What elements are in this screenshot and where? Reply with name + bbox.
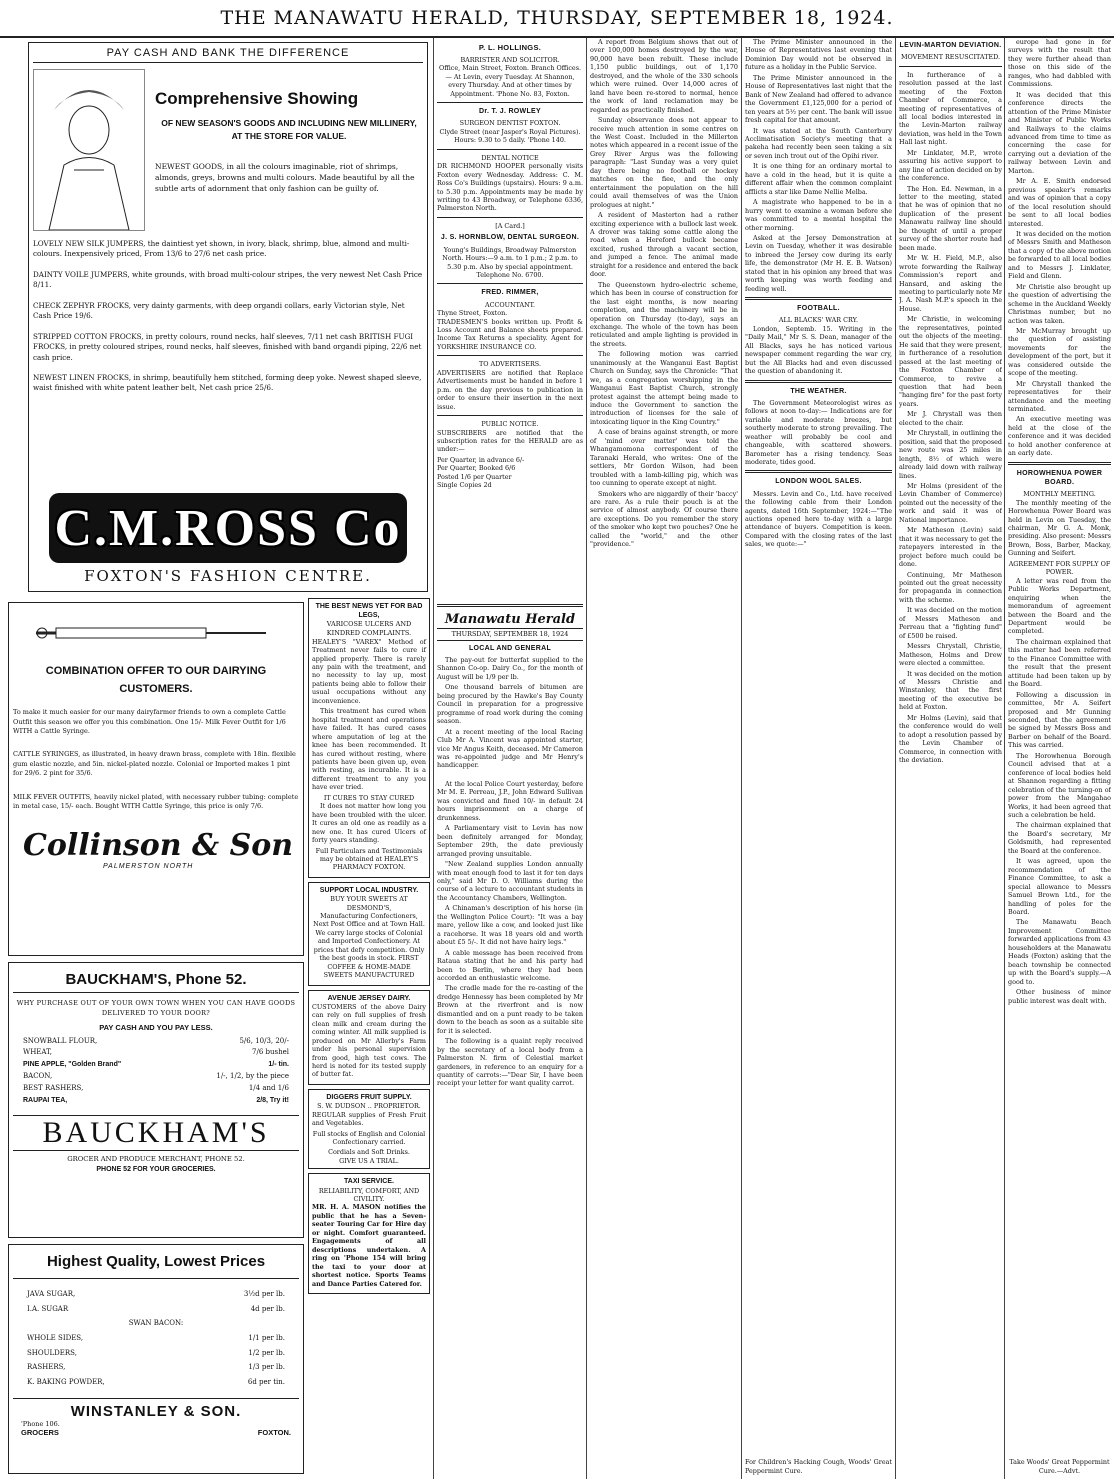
news-paragraph: A report from Belgium shows that out of over 100,000 homes destroyed by the war, 90,000 have been rebuilt. These include 1,150 public buildings, out of 1,170 destroyed, and the whole of the 330 schools which were ruined. Over 14,000 acres of land have been re-stored to normal, hence the work of land reclamation may be regarded as practically finished. [590, 38, 738, 114]
card-line: [A Card.] [495, 221, 525, 230]
rate-line: Single Copies 2d [437, 481, 492, 490]
card-heading: FRED. RIMMER, [481, 289, 539, 297]
ad-subtitle: OF NEW SEASON'S GOODS AND INCLUDING NEW MILLINERY, AT THE STORE FOR VALUE. [161, 118, 417, 141]
price-row: I.A. SUGAR 4d per lb. [27, 1304, 285, 1313]
section-heading: LEVIN-MARTON DEVIATION. [899, 42, 1002, 49]
price-row: JAVA SUGAR, 3½d per lb. [27, 1290, 285, 1298]
news-paragraph: Mr W. H. Field, M.P., also wrote forwarding the Railway Commission's report and Hansard, and asking the meeting to particularly note Mr J. A. Nash M.P.'s speech in the House. [899, 254, 1002, 313]
ad-shop-name: WINSTANLEY & SON. [70, 1402, 242, 1420]
ad-title: BAUCKHAM'S, Phone 52. [13, 967, 299, 993]
ad-title: Highest Quality, Lowest Prices [46, 1253, 266, 1270]
card-body: TRADESMEN'S books written up. Profit & Loss Account and Balance sheets prepared. Income Tax Returns a speciality. Agent for YORKSHIRE INSURANCE CO. [437, 317, 583, 351]
ad-healey: THE BEST NEWS YET FOR BAD LEGS, VARICOSE ULCERS AND KINDRED COMPLAINTS. HEALEY'S "VAREX" Method of Treatment never fails to cure if applied properly. There is rarely any pain with the treatment, and no necessity to lay up, most patients being able to follow their usual occupations without any inconvenience. This treatment has cured when hospital treatment and operations have failed. It has cured cases where amputation of leg at the knee has been recommended. It has cured without resting, where patients have been given up, even with resting, as incurable. It is a different treatment to any you have ever tried. IT CURES TO STAY CURED It does not matter how long you have been troubled with the ulcer. It cures an old one as readily as a new one. It has cured Ulcers of forty years standing. Full Particulars and Testimonials may be obtained at HEALEY'S PHARMACY FOXTON. [308, 598, 430, 878]
news-paragraph: At the local Police Court yesterday, before Mr M. E. Perreau, J.P., John Edward Sullivan was convicted and fined 10/- in default 24 hours imprisonment on a charge of drunkenness. [437, 780, 583, 822]
news-paragraph: The Horowhenua Borough Council advised that at a conference of local bodies held at Shannon regarding a fitting celebration of the turning-on of power from the Mangahao Works, it had been agreed that such a celebration be held. [1008, 751, 1111, 819]
news-paragraph: A letter was read from the Public Works Department, enquiring when the memorandum of agreement between the Board and the Department would be completed. [1008, 576, 1111, 636]
column-footer: For Children's Hacking Cough, Woods' Great Peppermint Cure. [745, 1458, 892, 1475]
masthead: THE MANAWATU HERALD, THURSDAY, SEPTEMBER 18, 1924. [0, 0, 1114, 38]
price-row: PINE APPLE, "Golden Brand" 1/- tin. [23, 1061, 289, 1069]
news-paragraph: It was decided on the motion of Messrs Smith and Matheson that a copy of the above motion be forwarded to all local bodies and to Messrs J. Linklater, Field and Glenn. [1008, 229, 1111, 281]
news-paragraph: Mr A. E. Smith endorsed previous speaker's remarks and was of opinion that a copy of the local resolution should be sent to all local bodies interested. [1008, 177, 1111, 228]
news-paragraph: Mr Christie also brought up the question of advertising the scheme in the Auckland Weekly Christmas number, but no action was taken. [1008, 282, 1111, 325]
ad-footer-left: GROCERS [21, 1427, 59, 1437]
news-paragraph: A case of brains against strength, or more of 'mind over matter' was told the Whangamomona correspondent of the Taranaki Herald, who writes: One of the settlers, Mr Gordon Wilson, had been troubled with a lamb-killing pig, which was too cunning to operate except at night. [590, 428, 738, 488]
section-heading: LOCAL AND GENERAL [468, 644, 552, 652]
section-heading: FOOTBALL. [797, 305, 840, 313]
news-paragraph: europe had gone in for surveys with the result that they were further ahead than those on this side of the ranges, who had dabbled with Commissions. [1008, 38, 1111, 89]
rate-line: Per Quarter, Booked 6/6 [437, 464, 516, 473]
ross-logo: C.M.ROSS Co [49, 493, 407, 563]
column-rule [1004, 38, 1005, 1479]
news-paragraph: It is one thing for an ordinary mortal to have a cold in the head, but it is quite a different affair when the common complaint afflicts a star like Dame Nellie Melba. [745, 162, 892, 196]
column-small-ads [308, 598, 430, 1476]
news-paragraph: The monthly meeting of the Horowhenua Power Board was held in Levin on Tuesday, the chairman, Mr G. A. Monk, presiding. Also present: Messrs Brown, Boss, Barber, Mackay, Gunning and Seifert. [1008, 498, 1111, 558]
ad-item: CHECK ZEPHYR FROCKS, very dainty garments, with deep organdi collars, early Victorian style, Net Cash Price 19/6. [33, 300, 405, 321]
price-row: BEST RASHERS, 1/4 and 1/6 [23, 1084, 289, 1093]
card-body: ADVERTISERS are notified that Replace Advertisements must be handed in before 1 p.m. on the day previous to publication in order to ensure their insertion in the next issue. [437, 368, 583, 411]
card-heading: P. L. HOLLINGS. [478, 43, 542, 52]
ad-body: CATTLE SYRINGES, as illustrated, in heavy drawn brass, complete with 18in. flexible gum elastic nozzle, and 5in. nickel-plated nozzle. Colonial or Imported makes 1 pint for 29/6. 2 pint for 35/6. [13, 750, 296, 778]
ad-title: COMBINATION OFFER TO OUR DAIRYING CUSTOMERS. [45, 665, 267, 695]
ad-desmonds: SUPPORT LOCAL INDUSTRY. BUY YOUR SWEETS AT DESMOND'S, Manufacturing Confectioners, Next Post Office and at Town Hall. We carry large stocks of Colonial and Imported Confectionery. At prices that defy competition. Only the best goods in stock. FIRST COFFEE & HOME-MADE SWEETS MANUFACTURED [308, 882, 430, 986]
news-paragraph: Mr Matheson (Levin) said that it was necessary to get the ratepayers interested in the project before much could be done. [899, 526, 1002, 569]
news-paragraph: The Prime Minister announced in the House of Representatives last evening that Dominion Day would not be observed in future as a holiday in the Public Service. [745, 38, 892, 72]
news-paragraph: It was decided that this conference directs the attention of the Prime Minister and Minister of Public Works and Railways to the claims advanced from time to time as concerning the case for carrying out a deviation of the railway between Levin and Marton. [1008, 90, 1111, 175]
ad-item: NEWEST LINEN FROCKS, in shrimp, beautifully hem stitched, forming deep yoke. Newest shaped sleeve, waist finished with white patent leather belt, Net cash price 25/6. [33, 372, 422, 393]
news-paragraph: Mr McMurray brought up the question of assisting movements for the development of the port, but it was considered outside the scope of the meeting. [1008, 326, 1111, 378]
card-heading: TO ADVERTISERS. [479, 360, 541, 369]
news-paragraph: Mr J. Chrystall was then elected to the chair. [899, 410, 1002, 427]
column-rule [895, 38, 896, 1479]
ad-item: LOVELY NEW SILK JUMPERS, the daintiest yet shown, in ivory, black, shrimp, blue, almond and multi-colours. Inexpensively priced, From 13/6 to 27/6 net cash price. [33, 239, 410, 259]
news-paragraph: The following is a quaint reply received by the secretary of a local body from a Palmerston N. firm of Celestial market gardeners, in reference to an enquiry for a quantity of carrots:—"Dear Sir, I have been receipt your letter for want quality carrot. [437, 1037, 583, 1088]
ad-intro: WHY PURCHASE OUT OF YOUR OWN TOWN WHEN YOU CAN HAVE GOODS DELIVERED TO YOUR DOOR? [16, 999, 296, 1017]
ad-intro: NEWEST GOODS, in all the colours imaginable, riot of shrimps, almonds, greys, browns and multi colours. Made beautiful by all the subtle arts of adornment that only fashion can be guilty of. [155, 161, 415, 193]
card-heading: DENTAL NOTICE [481, 153, 539, 162]
card-body: DR RICHMOND HOOPER personally visits Foxton every Wednesday. Address: C. M. Ross Co's Buildings (upstairs). Hours: 9 a.m. to 5.30 p.m. Appointments may be made by writing to 43 Broadway, or Telephone 6336, Palmerston North. [437, 162, 583, 213]
rate-line: Posted 1/6 per Quarter [437, 472, 512, 481]
news-paragraph: London, Septemb. 15. Writing in the "Daily Mail," Mr S. S. Dean, manager of the All Blacks, says he has noticed various newspaper comment regarding the war cry, but the All Blacks had and even discussed the question of abandoning it. [745, 324, 892, 376]
news-paragraph: The chairman explained that this matter had been referred to the Finance Committee with the result that the present attitude had been taken up by the Board. [1008, 637, 1111, 689]
herald-date: THURSDAY, SEPTEMBER 18, 1924 [437, 628, 583, 641]
ad-body: MILK FEVER OUTFITS, heavily nickel plated, with necessary rubber tubing: complete in metal case, 15/- each. Bought WITH Cattle Syringe, this price is only 7/6. [13, 792, 299, 811]
price-row: K. BAKING POWDER, 6d per tin. [27, 1378, 285, 1387]
news-paragraph: It was stated at the South Canterbury Acclimatisation Society's meeting that a pakeha had recently been seen taking a six or seven inch trout out of the Opihi river. [745, 126, 892, 160]
news-paragraph: Mr Christie, in welcoming the representatives, pointed out the objects of the meeting. He said that they were present, in furtherance of a resolution passed at the last meeting of the Foxton Chamber of Commerce, to revive a question that had been "hanging fire" for the past forty years. [899, 315, 1002, 408]
ad-footer: PHONE 52 FOR YOUR GROCERIES. [96, 1165, 216, 1173]
news-paragraph: Messrs. Levin and Co., Ltd. have received the following cable from their London agents, dated 16th September, 1924:—"The auctions opened here to-day with a large attendance of buyers. Competition is keen. Compared with the closing rates of the last sales, we quote:—" [745, 489, 892, 549]
news-paragraph: A cable message has been received from Rataua stating that he and his party had been to Berlin, where they had been accorded an enthusiastic welcome. [437, 948, 583, 982]
news-paragraph: Smokers who are niggardly of their 'baccy' are rare. As a rule their pouch is at the service of almost anybody. Of course there are exceptions. Do you remember the story of the smoker who kept two pouches? One he called the "world," and the other "providence." [590, 489, 738, 549]
ad-place: PALMERSTON NORTH [103, 862, 194, 870]
news-paragraph: It was decided on the motion of Messrs Christie and Winstanley, that the first meeting of the executive be held at Foxton. [899, 669, 1002, 712]
news-paragraph: The Government Meteorologist wires as follows at noon to-day:— Indications are for variable and moderate breezes, but southerly moderate to strong prevailing. The weather will probably be cool and changeable, with scattered showers. Barometer has a rising tendency. Seas moderate, tides good. [745, 398, 892, 466]
ad-collinson [8, 602, 304, 956]
column-rule [741, 38, 742, 1479]
card-line: BARRISTER AND SOLICITOR. [460, 55, 560, 64]
fashion-lady-illustration [33, 69, 145, 231]
ad-bauckham [8, 962, 304, 1238]
news-paragraph: The Hon. Ed. Newman, in a letter to the meeting, stated that he was of opinion that no duplication of the present Manawatu railway line should be thought of until a proper survey of the shorter route had been made. [899, 184, 1002, 252]
herald-title: Manawatu Herald [444, 612, 576, 627]
card-body: Young's Buildings, Broadway Palmerston North. Hours:—9 a.m. to 1 p.m.; 2 p.m. to 5.30 p.m. Also by special appointment. Telephone No. 6700. [442, 245, 578, 279]
column-5 [899, 38, 1002, 1479]
news-paragraph: One thousand barrels of bitumen are being procured by the Hawke's Bay County Council in preparation for a progressive programme of road work during the coming season. [437, 683, 583, 726]
section-subheading: ALL BLACKS' WAR CRY. [778, 316, 859, 325]
ad-title: Comprehensive Showing [155, 89, 359, 108]
price-subheading: SWAN BACON: [128, 1319, 184, 1328]
news-paragraph: An executive meeting was held at the close of the conference and it was decided to hold another conference at an early date. [1008, 415, 1111, 458]
section-subheading: MOVEMENT RESUSCITATED. [900, 53, 1001, 62]
ad-ross-fashion [28, 42, 428, 592]
ad-body: To make it much easier for our many dairyfarmer friends to own a complete Cattle Outfit this season we offer you this combination. One 15/- Milk Fever Outfit for 1/6 WITH a Cattle Syringe. [13, 708, 286, 736]
column-cards [437, 40, 583, 600]
news-paragraph: Mr Holms (president of the Levin Chamber of Commerce) pointed out the necessity of the work and said it was of National importance. [899, 481, 1002, 524]
news-paragraph: "New Zealand supplies London annually with meat enough food to last it for ten days only," said Mr D. O. Williams during the course of a lecture to accountant students in the Accountancy Chambers, Wellington. [437, 860, 583, 902]
ad-taxi: TAXI SERVICE. RELIABILITY, COMFORT, AND CIVILITY. MR. H. A. MASON notifies the public that he has a Seven-seater Touring Car for Hire day or night. Comfort guaranteed. Engagements of all descriptions undertaken. A ring on 'Phone 154 will bring the taxi to your door at shortest notice. Sports Teams and Dance Parties Catered for. [308, 1173, 430, 1294]
news-paragraph: The chairman explained that the Board's secretary, Mr Goldsmith, had represented the Board at the conference. [1008, 821, 1111, 855]
ad-item: STRIPPED COTTON FROCKS, in pretty colours, round necks, half sleeves, 7/11 net cash BRITISH FUGI FROCKS, in pretty coloured stripes, round necks, half sleeves, finished with band organdi piping, 22/6 net cash price. [33, 331, 422, 362]
news-paragraph: A Chinaman's description of his horse (in the Wellington Police Court): "It was a bay mare, yellow like a cow, and looked just like a racehorse. It was 18 years old and worth about £5 5/-. It did not have hairy legs." [437, 904, 583, 947]
news-paragraph: Messrs Chrystall, Christie, Matheson, Holms and Drew were elected a committee. [899, 642, 1002, 668]
news-paragraph: It was agreed, upon the recommendation of the Finance Committee, to ask a special allowance to Messrs Samuel Brown Ltd., for the handling of poles for the Board. [1008, 857, 1111, 916]
news-paragraph: Mr Chrystall, in outlining the position, said that the proposed new route was 25 miles in length, 8½ of which were already laid down with railway lines. [899, 429, 1002, 480]
news-paragraph: The cradle made for the re-casting of the dredge Hennessy has been completed by Mr Brown at the riverfront and is now dismantled and on a punt ready to be taken down to the beach as soon as a suitable site for it is selected. [437, 984, 583, 1035]
ad-phone: 'Phone 106. [21, 1419, 60, 1428]
news-paragraph: Mr Holms (Levin), said that the conference would do well to adopt a resolution passed by the Levin Chamber of Commerce, in connection with the deviation. [899, 713, 1002, 765]
card-line: ACCOUNTANT. [484, 300, 536, 309]
news-paragraph: In furtherance of a resolution passed at the last meeting of the Foxton Chamber of Commerce, a meeting of representatives of all local bodies interested in the Levin-Marton railway deviation, was held in the Town Hall last night. [899, 70, 1002, 147]
ad-slogan: PAY CASH AND YOU PAY LESS. [99, 1022, 213, 1032]
local-general-cont [437, 780, 583, 1476]
ad-jersey-dairy: AVENUE JERSEY DAIRY. CUSTOMERS of the above Dairy can rely on full supplies of fresh clean milk and cream during the coming winter. All milk supplied is produced on Mr Allerby's Farm under his personal supervision from good, high test cows. The herd is noted for its tested supply of butter fat. [308, 990, 430, 1085]
news-paragraph: Sunday observance does not appear to receive much attention in some centres on the West Coast. Included in the Millerton notes which appeared in a recent issue of the Grey River Argus was the following paragraph: "Last Sunday was a very quiet day there being no football or hockey matches on the fiee, and the only entertainment the population on the hill could avail themselves of was the Union prologues at night." [590, 116, 738, 209]
section-heading: LONDON WOOL SALES. [775, 478, 862, 486]
card-line: SURGEON DENTIST FOXTON. [459, 119, 561, 128]
card-heading: PUBLIC NOTICE. [481, 420, 539, 429]
news-paragraph: The Prime Minister announced in the House of Representatives last night that the Bank of New Zealand had offered to advance the Government £1,125,000 for a period of ten years at 5½ per cent. The bank will issue fresh capital for that amount. [745, 73, 892, 125]
price-row: SHOULDERS, 1/2 per lb. [27, 1348, 285, 1357]
column-rule [433, 38, 434, 1479]
news-paragraph: The following motion was carried unanimously at the Wanganui East Baptist Church on Sunday, says the Chronicle: "That we, as a congregation worshipping in the Wanganui East Baptist Church, strongly protest against the attempt being made to induce the Government to sanction the introduction of licenses for the sale of intoxicating liquor in the King Country." [590, 350, 738, 426]
card-body: SUBSCRIBERS are notified that the subscription rates for the HERALD are as under:— [437, 428, 583, 454]
card-line: Thyne Street, Foxton. [437, 309, 508, 318]
news-paragraph: The Manawatu Beach Improvement Committee forwarded applications from 43 householders at the Manawatu Heads (Foxton) asking that the beach township be connected up with the Board's supply.—A good to. [1008, 918, 1111, 986]
price-row: SNOWBALL FLOUR, 5/6, 10/3, 20/- [23, 1036, 289, 1045]
bauckham-logo: BAUCKHAM'S [13, 1115, 299, 1151]
column-footer: Take Woods' Great Peppermint Cure.—Advt. [1009, 1458, 1110, 1475]
price-row: WHOLE SIDES, 1/1 per lb. [27, 1334, 285, 1343]
local-general [437, 600, 583, 780]
news-paragraph: Following a discussion in committee, Mr A. Seifert proposed and Mr Gunning seconded, that the agreement be signed by Messrs Boss and Barber on behalf of the Board. This was carried. [1008, 690, 1111, 750]
card-heading: Dr. T. J. ROWLEY [479, 108, 541, 116]
ad-diggers-fruit: DIGGERS FRUIT SUPPLY. S. W. DUDSON .. PROPRIETOR. REGULAR supplies of Fresh Fruit and Vegetables. Full stocks of English and Colonial Confectionary carried. Cordials and Soft Drinks. GIVE US A TRIAL. [308, 1089, 430, 1169]
news-paragraph: The pay-out for butterfat supplied to the Shannon Co-op. Dairy Co., for the month of August will be 1/9 per lb. [437, 655, 583, 681]
column-3 [590, 38, 738, 1479]
price-row: WHEAT, 7/6 bushel [23, 1048, 289, 1057]
ad-footer: GROCER AND PRODUCE MERCHANT, PHONE 52. [67, 1154, 245, 1163]
rate-line: Per Quarter, in advance 6/- [437, 455, 525, 464]
news-paragraph: Asked at the Jersey Demonstration at Levin on Tuesday, whether it was desirable to inbreed the Jersey cow during its early life, the demonstrator (Mr H. E. B. Watson) stated that in his opinion any breed that was worth keeping was worth feeding and feeding well. [745, 233, 892, 293]
section-heading: HOROWHENUA POWER BOARD. [1016, 469, 1103, 486]
section-heading: THE WEATHER. [790, 387, 847, 395]
card-body: Office, Main Street, Foxton. Branch Offices.— At Levin, every Tuesday. At Shannon, every Thursday. And at other times by Appointment. 'Phone No. 83, Foxton. [438, 64, 582, 98]
section-subheading: MONTHLY MEETING. [1023, 490, 1096, 499]
news-paragraph: A Parliamentary visit to Levin has now been definitely arranged for Monday, September 29th, the date previously arranged proving unsuitable. [437, 824, 583, 858]
news-paragraph: A resident of Masterton had a rather exciting experience with a bullock last week. A drover was taking some cattle along the road when a Hereford bullock became excited, rushed through a vacant section, and jumped a fence. The animal made straight for a residence and entered the back door. [590, 211, 738, 279]
column-6 [1008, 38, 1111, 1479]
news-paragraph: Mr Linklater, M.P., wrote assuring his active support to any line of action decided on by the conference. [899, 148, 1002, 183]
column-4 [745, 38, 892, 1479]
collinson-logo: Collinson & Son [23, 827, 294, 863]
card-heading: J. S. HORNBLOW, DENTAL SURGEON. [440, 234, 580, 242]
news-paragraph: The Queenstown hydro-electric scheme, which has been in course of construction for the last eight months, is now nearing completion, and the machinery will be in operation on Thursday (to-day), says an exchange. The whole of the town has been reticulated and ample lighting is provided in the streets. [590, 280, 738, 348]
card-body: Clyde Street (near Jasper's Royal Pictures). Hours: 9.30 to 5 daily. 'Phone 140. [439, 127, 581, 145]
syringe-illustration [13, 607, 299, 659]
news-paragraph: A magistrate who happened to be in a hurry went to examine a woman before she was committed to a mental hospital the other morning. [745, 198, 892, 232]
section-subheading: AGREEMENT FOR SUPPLY OF POWER. [1008, 559, 1111, 577]
news-paragraph: Mr Chrystall thanked the representatives for their attendance and the meeting terminated. [1008, 379, 1111, 414]
news-paragraph: At a recent meeting of the local Racing Club Mr A. Vincent was appointed starter, vice Mr Angus Keith, deceased. Mr Cameron was re-appointed judge and Mr Henry's handicapper. [437, 727, 583, 770]
news-paragraph: It was decided on the motion of Messrs Matheson and Perreau that a "fighting fund" of £500 be raised. [899, 606, 1002, 640]
column-rule [586, 38, 587, 1479]
price-row: RAUPAI TEA, 2/8, Try it! [23, 1096, 289, 1104]
ad-heading: PAY CASH AND BANK THE DIFFERENCE [33, 47, 423, 63]
ad-footer-right: FOXTON. [257, 1427, 291, 1437]
price-row: BACON, 1/-, 1/2, by the piece [23, 1072, 289, 1081]
news-paragraph: Other business of minor public interest was dealt with. [1008, 988, 1111, 1005]
ad-tagline: FOXTON'S FASHION CENTRE. [84, 567, 372, 585]
news-paragraph: Continuing, Mr Matheson pointed out the great necessity for propaganda in connection with the scheme. [899, 570, 1002, 604]
ad-winstanley [8, 1244, 304, 1474]
price-row: RASHERS, 1/3 per lb. [27, 1363, 285, 1372]
ad-item: DAINTY VOILE JUMPERS, white grounds, with broad multi-colour stripes, the very newest Net Cash Price 8/11. [33, 269, 423, 290]
